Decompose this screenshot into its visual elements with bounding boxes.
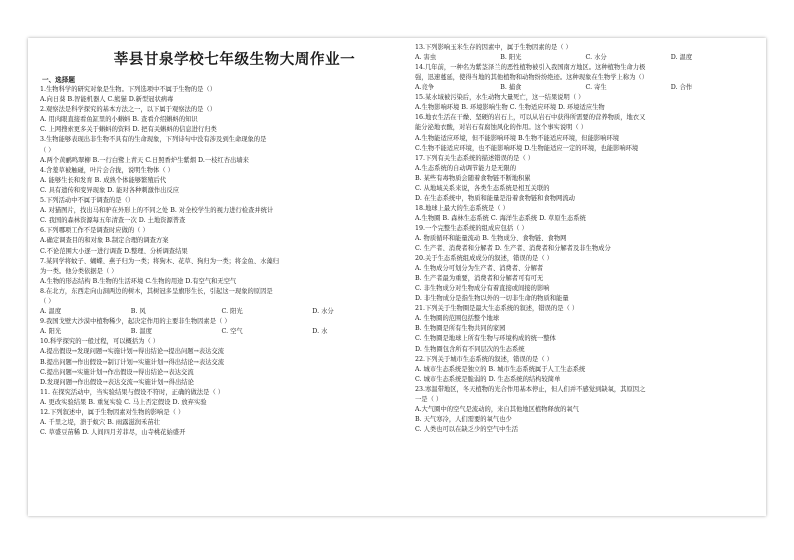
question-line: C.不论范围大小逐一进行调查 D.整理、分析调查结果 <box>40 247 188 255</box>
section-heading: 一、选择题 <box>42 76 75 84</box>
left-column <box>40 43 411 512</box>
question-line: C. 人类也可以在缺乏少的空气中生活 <box>415 425 519 433</box>
question-line: A.生物圈 B. 森林生态系统 C. 海洋生态系统 D. 草原生态系统 <box>415 214 586 222</box>
question-line: 5.下列活动中不属于调查的是（） <box>40 197 135 205</box>
question-line: 21.下列关于生物圈是最大生态系统的叙述，错误的是（ ） <box>415 305 579 313</box>
question-line: B. 某些有毒物质会随着食物链不断地积累 <box>415 174 531 182</box>
question-line: 13.下列影响玉米生存的因素中，属于生物因素的是（ ） <box>415 44 572 51</box>
question-line: A. 生物圈的范围包括整个地球 <box>415 315 500 323</box>
question-line: 3.生物能够表现出非生物不具有的生命现象，下列诗句中没有涉及到生命现象的是 <box>40 136 267 144</box>
question-line: C. 生物圈是地球上所有生物与环境构成的统一整体 <box>415 335 556 343</box>
question-line: C. 具有遗传和变异现象 D. 能对各种刺激作出反应 <box>40 186 180 194</box>
question-line: 23.寒温带地区，冬天植物的光合作用基本停止，但人们并不感觉到缺氧，其原因之 <box>415 385 646 393</box>
question-line: 22.下列关于城市生态系统的叙述，错误的是（ ） <box>415 355 553 363</box>
question-line: 2.观察法是科学探究的基本方法之一，以下属于观察法的是（） <box>40 106 217 114</box>
answer-options-row <box>40 327 403 337</box>
question-line: A.大气圈中的空气是流动的，来自其他地区植物释放的氧气 <box>415 405 579 413</box>
question-line: 9.我国戈壁大沙漠中植物稀少，起决定作用的主要非生物因素是（ ） <box>40 318 231 326</box>
answer-option: B. 捕食 <box>500 84 522 92</box>
question-line: A. 对猫图片，找出马和驴在外形上的不同之处 B. 对全校学生的视力进行检查并统计 <box>40 207 274 215</box>
question-line: 14.几年前，一种名为紫茎泽兰的恶性植物被引入我国南方地区。这种植物生命力极 <box>415 64 646 72</box>
answer-option: D. 水 <box>312 328 328 336</box>
answer-options-row <box>40 307 403 317</box>
question-line: 强，迅速蔓延，使得当地的其他植物和动物纷纷绝迹。这种现象在生物学上称为（） <box>415 74 648 82</box>
question-line: A.向日葵 B.智能机器人 C.熊猫 D.新型冠状病毒 <box>40 96 174 104</box>
question-line: B. 生物圈是所有生物共同的家园 <box>415 325 506 333</box>
question-line: 11. 在探究活动中，当实验结果与假设不符时，正确的做法是（ ） <box>40 388 225 396</box>
question-line: C.生物不能适应环境，也不能影响环境 D.生物能适应一定的环境，也能影响环境 <box>415 144 639 152</box>
answer-options-row <box>415 53 756 63</box>
question-line: C. 城市生态系统是脆弱的 D. 生态系统的结构较简单 <box>415 375 561 383</box>
question-line: A.生物能适应环境，但不能影响环境 B.生物不能适应环境，但能影响环境 <box>415 134 620 142</box>
question-line: A.生态系统的自动调节能力是无限的 <box>415 164 517 172</box>
question-line: A. 物质循环和能量流动 B. 生物成分、食物链、食物网 <box>415 234 567 242</box>
question-line: A. 城市生态系统是独立的 B. 城市生态系统属于人工生态系统 <box>415 365 586 373</box>
question-line: 1.生物科学的研究对象是生物。下列选项中不属于生物的是（） <box>40 86 217 93</box>
question-line: 17.下列有关生态系统的描述错误的是（ ） <box>415 154 535 162</box>
question-line: A.生物影响环境 B. 环境影响生物 C. 生物适应环境 D. 环境适应生物 <box>415 104 605 112</box>
question-line: C. 我国的森林资源每五年清查一次 D. 土地资源普查 <box>40 217 186 225</box>
answer-option: D. 合作 <box>670 84 693 92</box>
answer-option: B. 风 <box>130 308 146 316</box>
question-line: （ ） <box>40 297 55 305</box>
question-line: A.提出假设→发现问题→实施计划→得出结论→提出问题→表达交流 <box>40 348 225 356</box>
question-line: B. 生产者最为重要，消费者和分解者可有可无 <box>415 275 544 283</box>
question-line: 能分泌地衣酸，对岩石有腐蚀风化的作用。这个事实说明（ ） <box>415 124 588 132</box>
question-line: C. 草盛豆苗稀 D. 人间四月芳菲尽，山寺桃花始盛开 <box>40 429 186 437</box>
answer-option: B. 阳光 <box>500 54 522 62</box>
answer-option: B. 温度 <box>130 328 152 336</box>
question-line: 10.科学探究的一般过程，可以概括为（ ） <box>40 338 160 346</box>
answer-option: D. 水分 <box>312 308 334 316</box>
question-line: B. 天气寒冷，人们需要的氧气也少 <box>415 415 512 423</box>
question-line: A. 千里之堤，溃于蚁穴 B. 雨露滋润禾苗壮 <box>40 419 160 427</box>
question-line: 16.地衣生活在干燥、坚硬的岩石上，可以从岩石中获得所需要的营养物质，地衣又 <box>415 114 646 122</box>
question-line: C. 上网搜索更多关于蝌蚪的资料 D. 把有关蝌蚪的信息进行归类 <box>40 126 217 134</box>
question-line: A. 能够生长和发育 B. 成熟个体能够繁殖后代 <box>40 176 167 184</box>
question-line: B.提出问题→作出假设→制订计划→实施计划→得出结论→表达交流 <box>40 358 225 366</box>
question-line: A. 生物成分可划分为生产者、消费者、分解者 <box>415 265 544 273</box>
question-line: C. 从地域关系来说，各类生态系统是相互关联的 <box>415 184 550 192</box>
question-line: 18.地球上最大的生态系统是（ ） <box>415 204 509 212</box>
question-line: C. 非生物成分对生物成分有着直接或间接的影响 <box>415 285 550 293</box>
answer-option: A.竞争 <box>415 84 435 92</box>
question-line: 一是（ ） <box>415 395 443 403</box>
answer-option: A. 温度 <box>40 308 62 316</box>
question-line: A.生物的形态结构 B.生物的生活环境 C.生物的用途 D.有空气和无空气 <box>40 277 237 285</box>
document-title: 莘县甘泉学校七年级生物大周作业一 <box>113 51 356 68</box>
question-line: 4.含羞草被触碰，叶片会合拢，说明生物体（ ） <box>40 166 174 174</box>
answer-option: D. 温度 <box>670 54 693 62</box>
answer-option: C. 阳光 <box>221 308 243 316</box>
question-line: （ ） <box>40 146 55 154</box>
question-line: C. 生产者、消费者和分解者 D. 生产者、消费者和分解者及非生物成分 <box>415 245 611 253</box>
answer-options-row <box>415 83 756 93</box>
question-line: A.两个黄鹂鸣翠柳 B.一行白鹭上青天 C.日照香炉生紫烟 D.一枝红杏出墙来 <box>40 156 249 164</box>
question-line: C.提出问题→实施计划→作出假设→得出结论→表达交流 <box>40 368 194 376</box>
question-line: A. 更改实验结果 B. 重复实验 C. 马上否定假设 D. 放弃实验 <box>40 398 207 406</box>
question-line: 15.某水域被污染后，水生动物大量死亡，这一结果说明（ ） <box>415 94 585 102</box>
question-line: D. 非生物成分是指生物以外的一切非生命的物质和能量 <box>415 295 569 303</box>
question-line: 6.下列哪项工作不是调查时应做的（ ） <box>40 227 149 235</box>
answer-option: A. 害虫 <box>415 54 437 62</box>
question-line: 7.某同学将蚊子、蝴蝶、燕子归为一类；将狗木、花草、狗归为一类；将金鱼、水藻归 <box>40 257 279 265</box>
question-line: 为一类。他分类依据是（ ） <box>40 267 118 275</box>
answer-option: C. 空气 <box>221 328 243 336</box>
answer-option: A. 阳光 <box>40 328 62 336</box>
answer-option: C. 水分 <box>585 54 607 62</box>
question-line: 8.在北方，东西走向山洞两边的树木，其树冠多呈旗形生长，引起这一现象的原因是 <box>40 287 273 295</box>
question-line: A.确定调查目的和对象 B.制定合理的调查方案 <box>40 237 169 245</box>
question-line: A. 用肉眼直接看鱼缸里的小蝌蚪 B. 查看介绍蝌蚪的知识 <box>40 116 198 124</box>
question-line: 12.下列叙述中，属于生物因素对生物的影响是（ ） <box>40 409 185 416</box>
question-line: 19.一个完整生态系统的组成应包括（ ） <box>415 224 528 232</box>
document-page <box>28 38 766 516</box>
right-column <box>411 43 756 512</box>
question-line: D. 生物圈包含所有不同层次的生态系统 <box>415 345 525 353</box>
question-line: D.发现问题→作出假设→表达交流→实施计划→得出结论 <box>40 378 194 386</box>
question-line: D. 在生态系统中，物质和能量是沿着食物链和食物网流动 <box>415 194 575 202</box>
answer-option: C. 寄生 <box>585 84 607 92</box>
question-line: 20.关于生态系统组成成分的叙述，错误的是（ ） <box>415 255 553 263</box>
